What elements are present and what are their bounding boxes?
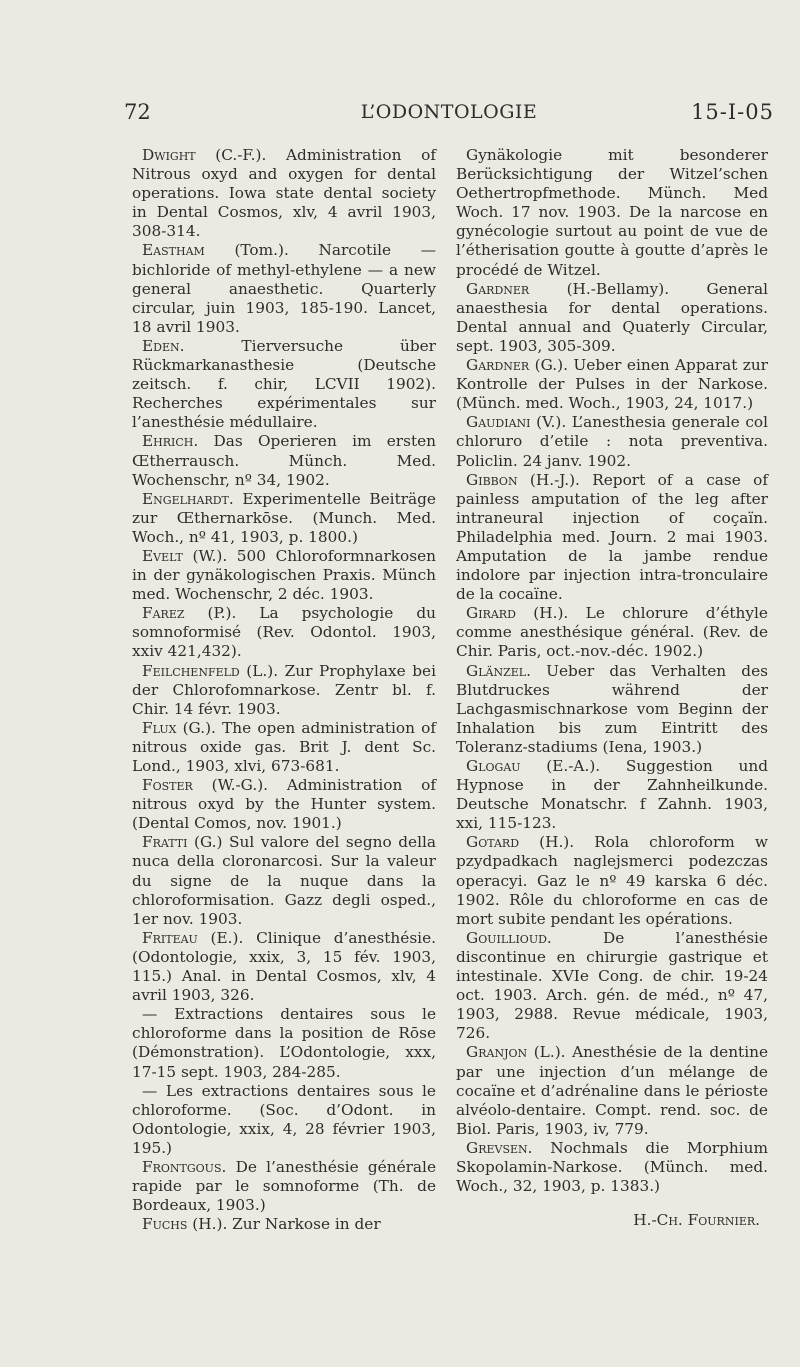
entry-text: — Extractions dentaires sous le chloroforme dans la position de Rōse (Démonstration). L’Odontologie, xxx, 17-15 sept. 1903, 284-285. (132, 1005, 436, 1081)
entry-author: Glänzel (466, 661, 527, 680)
entry-text: (H.). Le chlorure d’éthyle comme anesthésique général. (Rev. de Chir. Paris, oct.-nov.-déc. 1902.) (456, 604, 768, 661)
entry-author: Fuchs (142, 1215, 188, 1234)
entry-author: Engelhardt (142, 489, 229, 508)
bibliography-entry (132, 1215, 436, 1234)
entry-text: . Tierversuche über Rückmarkanasthesie (Deutsche zeitsch. f. chir, LCVII 1902). Recherches expérimentales sur l’anesthésie médullaire. (132, 336, 436, 432)
entry-text: . Experimentelle Beiträge zur Œthernarkōse. (Munch. Med. Woch., nº 41, 1903, p. 1800.) (132, 489, 436, 546)
page-header (124, 100, 774, 134)
bibliography-entry (456, 662, 768, 757)
bibliography-entry (456, 1139, 768, 1196)
running-title: L’ODONTOLOGIE (360, 101, 538, 123)
bibliography-entry (132, 1158, 436, 1215)
entry-author: Flux (142, 718, 177, 737)
bibliography-entry (132, 776, 436, 833)
signature: H.-Ch. Fournier. (633, 1211, 760, 1230)
entry-author: Dwight (142, 146, 196, 164)
bibliography-entry (456, 833, 768, 928)
entry-text: (H.). Rola chloroform w pzydpadkach naglejsmerci podezczas operacyi. Gaz le nº 49 karska 6 déc. 1902. Rôle du chloroforme en cas de mort subite pendant les opérations. (456, 833, 768, 928)
entry-author: Glogau (466, 757, 521, 775)
entry-author: Gardner (466, 356, 530, 375)
bibliography-entry (456, 604, 768, 661)
entry-text: (C.-F.). Administration of Nitrous oxyd and oxygen for dental operations. Iowa state dental society in Dental Cosmos, xlv, 4 avril 1903, 308-314. (132, 146, 436, 241)
bibliography-entry (132, 929, 436, 1005)
bibliography-entry (456, 1043, 768, 1138)
entry-author: Granjon (466, 1043, 528, 1062)
left-column (132, 146, 436, 1234)
page-number: 72 (124, 100, 151, 124)
bibliography-entry (132, 833, 436, 928)
entry-text: (V.). L’anesthesia generale col chloruro d’etile : nota preventiva. Policlin. 24 janv. 1902. (456, 413, 768, 470)
bibliography-entry (456, 413, 768, 470)
entry-author: Foster (142, 776, 193, 795)
entry-text: (E.). Clinique d’anesthésie. (Odontologie, xxix, 3, 15 fév. 1903, 115.) Anal. in Dental Cosmos, xlv, 4 avril 1903, 326. (132, 928, 436, 1005)
entry-author: Gibbon (466, 470, 518, 489)
bibliography-entry (132, 490, 436, 547)
entry-text: (L.). Anesthésie de la dentine par une injection d’un mélange de cocaïne et d’adrénaline dans le périoste alvéolo-dentaire. Compt. rend. soc. de Biol. Paris, 1903, iv, 779. (456, 1043, 768, 1138)
entry-text: (W.). 500 Chloroformnarkosen in der gynäkologischen Praxis. Münch med. Wochenschr, 2 déc. 1903. (132, 546, 436, 604)
bibliography-entry (132, 1082, 436, 1158)
entry-text: (L.). Zur Prophylaxe bei der Chlorofomnarkose. Zentr bl. f. Chir. 14 févr. 1903. (132, 661, 436, 718)
entry-text: (P.). La psychologie du somnoformisé (Rev. Odontol. 1903, xxiv 421,432). (132, 604, 436, 661)
bibliography-entry (132, 604, 436, 661)
entry-author: Eastham (142, 241, 205, 260)
entry-author: Grevsen (466, 1138, 528, 1157)
bibliography-entry (456, 471, 768, 605)
entry-text: (H.-Bellamy). General anaesthesia for dental operations. Dental annual and Quaterly Circular, sept. 1903, 305-309. (456, 279, 768, 355)
entry-text: (G.). The open administration of nitrous oxide gas. Brit J. dent Sc. Lond., 1903, xlvi, 673-681. (132, 718, 436, 775)
entry-text: (E.-A.). Suggestion und Hypnose in der Zahnheilkunde. Deutsche Monatschr. f Zahnh. 1903, xxi, 115-123. (456, 757, 768, 833)
entry-author: Girard (466, 604, 516, 623)
entry-text: (W.-G.). Administration of nitrous oxyd by the Hunter system. (Dental Comos, nov. 1901.) (132, 776, 436, 833)
bibliography-entry (456, 356, 768, 413)
right-column (456, 146, 768, 1246)
bibliography-entry (132, 719, 436, 776)
entry-text: . Nochmals die Morphium Skopolamin-Narkose. (Münch. med. Woch., 32, 1903, p. 1383.) (456, 1138, 768, 1196)
bibliography-entry (132, 337, 436, 432)
entry-author: Feilchenfeld (142, 661, 240, 680)
entry-text: . Ueber das Verhalten des Blutdruckes während der Lachgasmischnarkose vom Beginn der Inhalation bis zum Eintritt des Toleranz-stadiums (Iena, 1903.) (456, 661, 768, 756)
bibliography-entry (132, 1005, 436, 1081)
bibliography-entry (132, 662, 436, 719)
entry-author: Ehrich (142, 432, 194, 451)
entry-text: (H.-J.). Report of a case of painless amputation of the leg after intraneural injection of coçaïn. Philadelphia med. Journ. 2 mai 1903. Amputation de la jambe rendue indolore par injection intra-tronculaire de la cocaïne. (456, 470, 768, 604)
entry-author: Gaudiani (466, 413, 531, 432)
entry-text: (Tom.). Narcotile — bichloride of methyl-ethylene — a new general anaesthetic. Quarterly circular, juin 1903, 185-190. Lancet, 18 avril 1903. (132, 241, 436, 336)
entry-author: Gotard (466, 833, 520, 852)
bibliography-entry (456, 757, 768, 833)
entry-author: Fratti (142, 833, 188, 852)
entry-author: Friteau (142, 928, 198, 947)
issue-date: 15-I-05 (691, 100, 774, 124)
entry-author: Eden (142, 336, 180, 355)
entry-text: (G.). Ueber einen Apparat zur Kontrolle der Pulses in der Narkose. (Münch. med. Woch., 1903, 24, 1017.) (456, 356, 768, 413)
entry-text: . De l’anesthésie discontinue en chirurgie gastrique et intestinale. XVIe Cong. de chir. 19-24 oct. 1903. Arch. gén. de méd., nº 47, 1903, 2988. Revue médicale, 1903, 726. (456, 928, 768, 1043)
entry-author: Gouillioud (466, 928, 547, 947)
entry-author: Gardner (466, 279, 530, 298)
entry-text: Gynäkologie mit besonderer Berücksichtigung der Witzel’schen Oethertropfmethode. Münch. Med Woch. 17 nov. 1903. De la narcose en gynécologie surtout au point de vue de l’étherisation goutte à goutte d’après le procédé de Witzel. (456, 146, 768, 279)
bibliography-entry (132, 547, 436, 604)
bibliography-entry (456, 146, 768, 280)
entry-text: (G.) Sul valore del segno della nuca della cloronarcosi. Sur la valeur du signe de la nuque dans la chloroformisation. Gazz degli osped., 1er nov. 1903. (132, 833, 436, 928)
bibliography-entry (132, 241, 436, 336)
entry-text: . De l’anesthésie générale rapide par le somnoforme (Th. de Bordeaux, 1903.) (132, 1157, 436, 1215)
entry-text: (H.). Zur Narkose in der (187, 1215, 381, 1234)
bibliography-entry (456, 280, 768, 356)
bibliography-entry (132, 432, 436, 489)
bibliography-entry (456, 929, 768, 1044)
entry-author: Farez (142, 604, 185, 623)
entry-author: Evelt (142, 546, 183, 565)
entry-text: . Das Operieren im ersten Œtherrausch. Münch. Med. Wochenschr, nº 34, 1902. (132, 432, 436, 489)
bibliography-entry (132, 146, 436, 241)
entry-author: Frontgous (142, 1157, 222, 1176)
entry-text: — Les extractions dentaires sous le chloroforme. (Soc. d’Odont. in Odontologie, xxix, 4, 28 février 1903, 195.) (132, 1081, 436, 1157)
